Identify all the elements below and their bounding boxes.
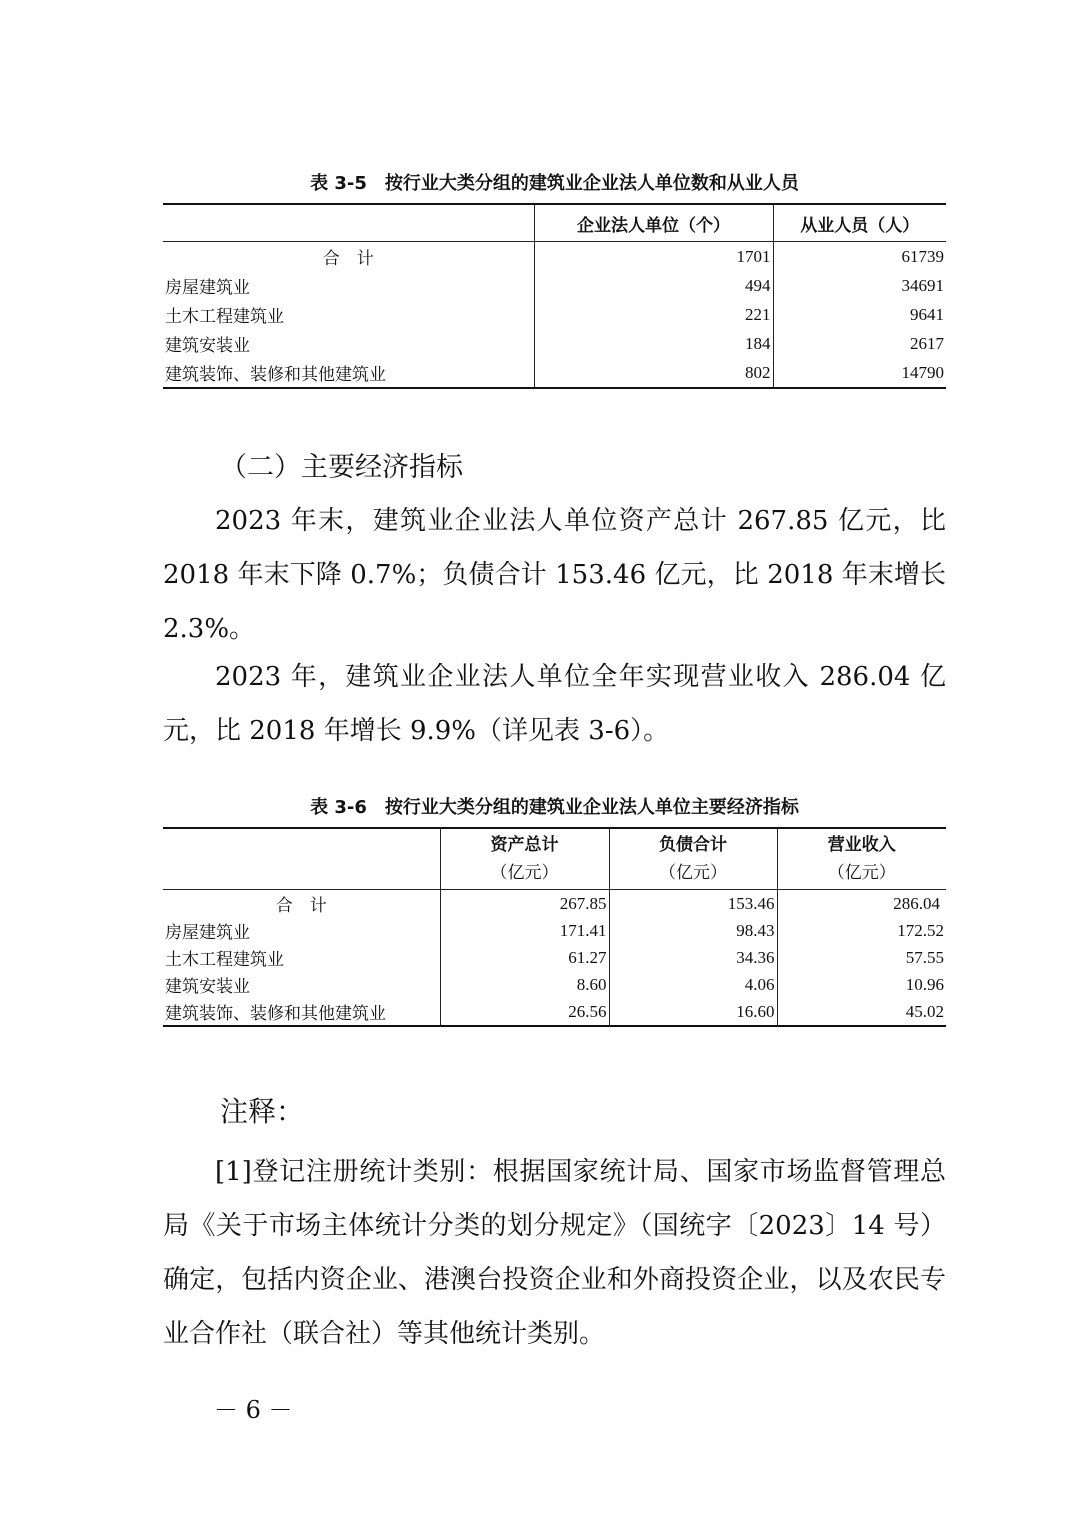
assets-cell: 171.41 — [440, 917, 609, 944]
assets-cell: 26.56 — [440, 998, 609, 1026]
table-row — [163, 358, 946, 388]
revenue-cell: 10.96 — [905, 974, 944, 994]
table-row — [163, 998, 946, 1026]
revenue-cell: 172.52 — [897, 920, 944, 940]
units-cell: 184 — [534, 329, 773, 358]
employees-cell: 34691 — [901, 275, 944, 295]
table-header-row — [163, 204, 946, 242]
header-blank — [163, 828, 440, 890]
table-total-row — [163, 242, 946, 272]
table-row — [163, 300, 946, 329]
table-row — [163, 917, 946, 944]
liabilities-cell: 98.43 — [609, 917, 777, 944]
row-label: 土木工程建筑业 — [163, 300, 534, 329]
employees-cell: 14790 — [901, 362, 944, 382]
header-units: 企业法人单位（个） — [534, 204, 773, 242]
liabilities-cell: 34.36 — [609, 944, 777, 971]
paragraph-2: 2023 年，建筑业企业法人单位全年实现营业收入 286.04 亿元，比 2018 年增长 9.9%（详见表 3-6）。 — [163, 662, 946, 746]
header-liabilities: 负债合计 （亿元） — [609, 828, 777, 890]
units-cell: 221 — [534, 300, 773, 329]
revenue-cell: 286.04 — [893, 893, 940, 913]
liabilities-cell: 4.06 — [609, 971, 777, 998]
header-assets: 资产总计 （亿元） — [440, 828, 609, 890]
table-3-6-caption: 表 3-6 按行业大类分组的建筑业企业法人单位主要经济指标 — [310, 797, 799, 818]
assets-cell: 267.85 — [440, 890, 609, 918]
employees-cell: 61739 — [901, 246, 944, 266]
header-blank — [163, 204, 534, 242]
table-3-5-caption: 表 3-5 按行业大类分组的建筑业企业法人单位数和从业人员 — [310, 173, 799, 194]
row-label: 建筑安装业 — [163, 329, 534, 358]
row-label: 土木工程建筑业 — [163, 944, 440, 971]
header-revenue: 营业收入 （亿元） — [777, 828, 946, 890]
row-label: 合 计 — [163, 242, 534, 272]
note-1: [1]登记注册统计类别：根据国家统计局、国家市场监督管理总局《关于市场主体统计分类的划分规定》（国统字〔2023〕14 号）确定，包括内资企业、港澳台投资企业和外商投资企业，以及农民专业合作社（联合社）等其他统计类别。 — [163, 1157, 946, 1349]
row-label: 建筑装饰、装修和其他建筑业 — [163, 358, 534, 388]
page-number: － 6 － — [214, 1396, 293, 1424]
row-label: 建筑安装业 — [163, 971, 440, 998]
units-cell: 494 — [534, 271, 773, 300]
table-row — [163, 971, 946, 998]
units-cell: 802 — [534, 358, 773, 388]
section-heading: （二）主要经济指标 — [220, 452, 463, 483]
row-label: 房屋建筑业 — [163, 917, 440, 944]
revenue-cell: 57.55 — [905, 947, 944, 967]
table-3-5 — [163, 203, 946, 389]
table-total-row — [163, 890, 946, 918]
table-row — [163, 944, 946, 971]
row-label: 合 计 — [163, 890, 440, 918]
table-row — [163, 329, 946, 358]
table-3-6 — [163, 827, 946, 1027]
row-label: 建筑装饰、装修和其他建筑业 — [163, 998, 440, 1026]
assets-cell: 8.60 — [440, 971, 609, 998]
liabilities-cell: 153.46 — [609, 890, 777, 918]
employees-cell: 2617 — [910, 333, 944, 353]
table-row — [163, 271, 946, 300]
table-header-row — [163, 828, 946, 890]
header-employees: 从业人员（人） — [773, 204, 946, 242]
notes-title: 注释： — [220, 1095, 305, 1128]
liabilities-cell: 16.60 — [609, 998, 777, 1026]
revenue-cell: 45.02 — [905, 1001, 944, 1021]
assets-cell: 61.27 — [440, 944, 609, 971]
employees-cell: 9641 — [910, 304, 944, 324]
units-cell: 1701 — [534, 242, 773, 272]
row-label: 房屋建筑业 — [163, 271, 534, 300]
paragraph-1: 2023 年末，建筑业企业法人单位资产总计 267.85 亿元，比 2018 年末下降 0.7%；负债合计 153.46 亿元，比 2018 年末增长 2.3%。 — [163, 506, 946, 644]
